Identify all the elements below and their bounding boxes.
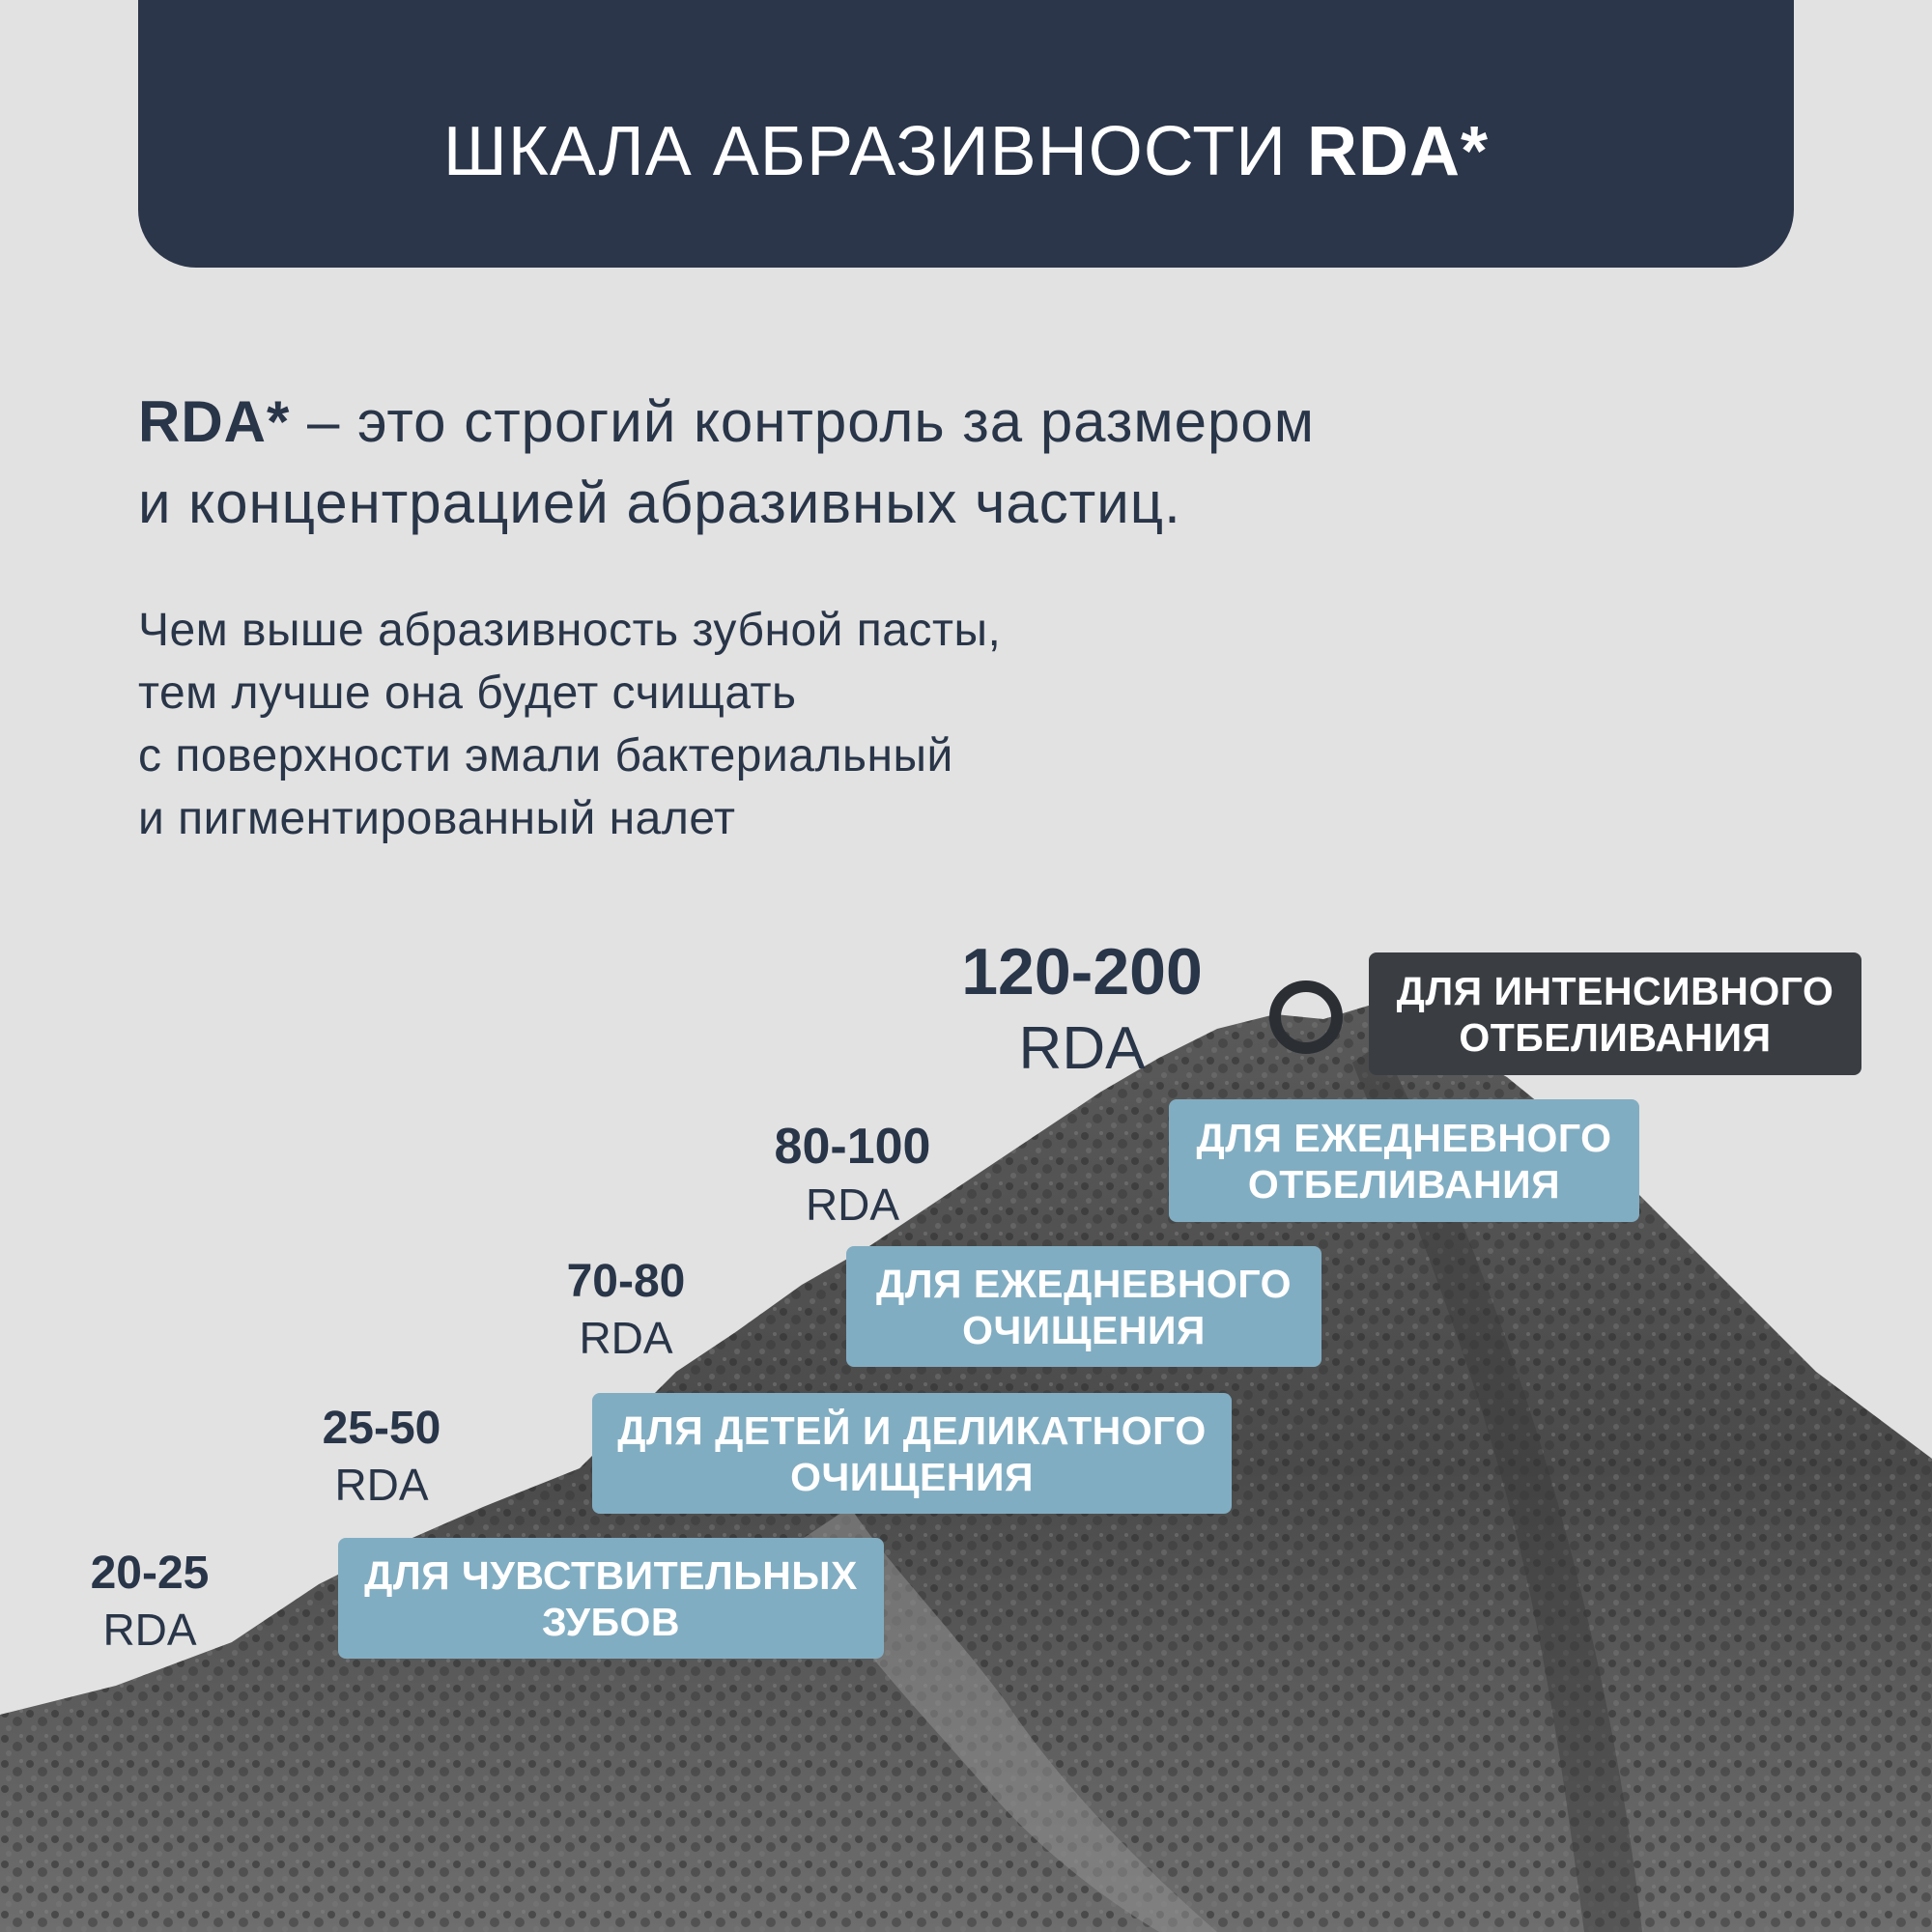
level-range: 80-100 <box>774 1119 931 1175</box>
level-unit: RDA <box>334 1460 429 1510</box>
level-label-20-25 <box>58 1546 242 1658</box>
level-range: 25-50 <box>322 1403 441 1454</box>
level-label-25-50 <box>290 1401 473 1513</box>
tag-line: ДЛЯ ЕЖЕДНЕВНОГО <box>1196 1115 1612 1160</box>
tag-children-gentle <box>592 1393 1232 1514</box>
level-unit: RDA <box>805 1179 900 1230</box>
tag-line: ОЧИЩЕНИЯ <box>790 1454 1034 1499</box>
tag-line: ДЛЯ ЕЖЕДНЕВНОГО <box>876 1261 1292 1306</box>
tag-daily-whitening <box>1169 1099 1639 1222</box>
description-line: Чем выше абразивность зубной пасты, <box>138 605 1002 656</box>
level-unit: RDA <box>102 1605 197 1655</box>
level-range: 120-200 <box>961 935 1203 1009</box>
tag-daily-cleaning <box>846 1246 1321 1367</box>
description-line: с поверхности эмали бактериальный <box>138 730 953 781</box>
tag-line: ДЛЯ ДЕТЕЙ И ДЕЛИКАТНОГО <box>617 1407 1207 1453</box>
tag-line: ОТБЕЛИВАНИЯ <box>1247 1161 1561 1207</box>
tag-line: ДЛЯ ИНТЕНСИВНОГО <box>1396 968 1834 1013</box>
tag-sensitive-teeth <box>338 1538 884 1659</box>
level-range: 70-80 <box>566 1256 686 1307</box>
tag-line: ОТБЕЛИВАНИЯ <box>1459 1014 1772 1060</box>
level-label-70-80 <box>534 1254 718 1366</box>
tag-line: ДЛЯ ЧУВСТВИТЕЛЬНЫХ <box>364 1552 858 1598</box>
tag-line: ЗУБОВ <box>541 1599 681 1644</box>
level-unit: RDA <box>1018 1015 1146 1082</box>
level-unit: RDA <box>579 1313 673 1363</box>
description-line: тем лучше она будет счищать <box>138 668 797 719</box>
intro-line2: и концентрацией абразивных частиц. <box>138 470 1181 535</box>
description-line: и пигментированный налет <box>138 793 736 844</box>
level-range: 20-25 <box>90 1548 210 1599</box>
tag-line: ОЧИЩЕНИЯ <box>962 1307 1206 1352</box>
tag-intensive-whitening <box>1369 952 1861 1075</box>
intro-bold: RDA* <box>138 389 291 454</box>
title-bold: RDA* <box>1307 112 1490 190</box>
level-label-120-200 <box>937 933 1227 1088</box>
peak-marker-icon <box>1269 980 1343 1054</box>
intro-line1: – это строгий контроль за размером <box>290 389 1315 454</box>
level-label-80-100 <box>744 1118 961 1234</box>
title-regular: ШКАЛА АБРАЗИВНОСТИ <box>442 112 1288 190</box>
